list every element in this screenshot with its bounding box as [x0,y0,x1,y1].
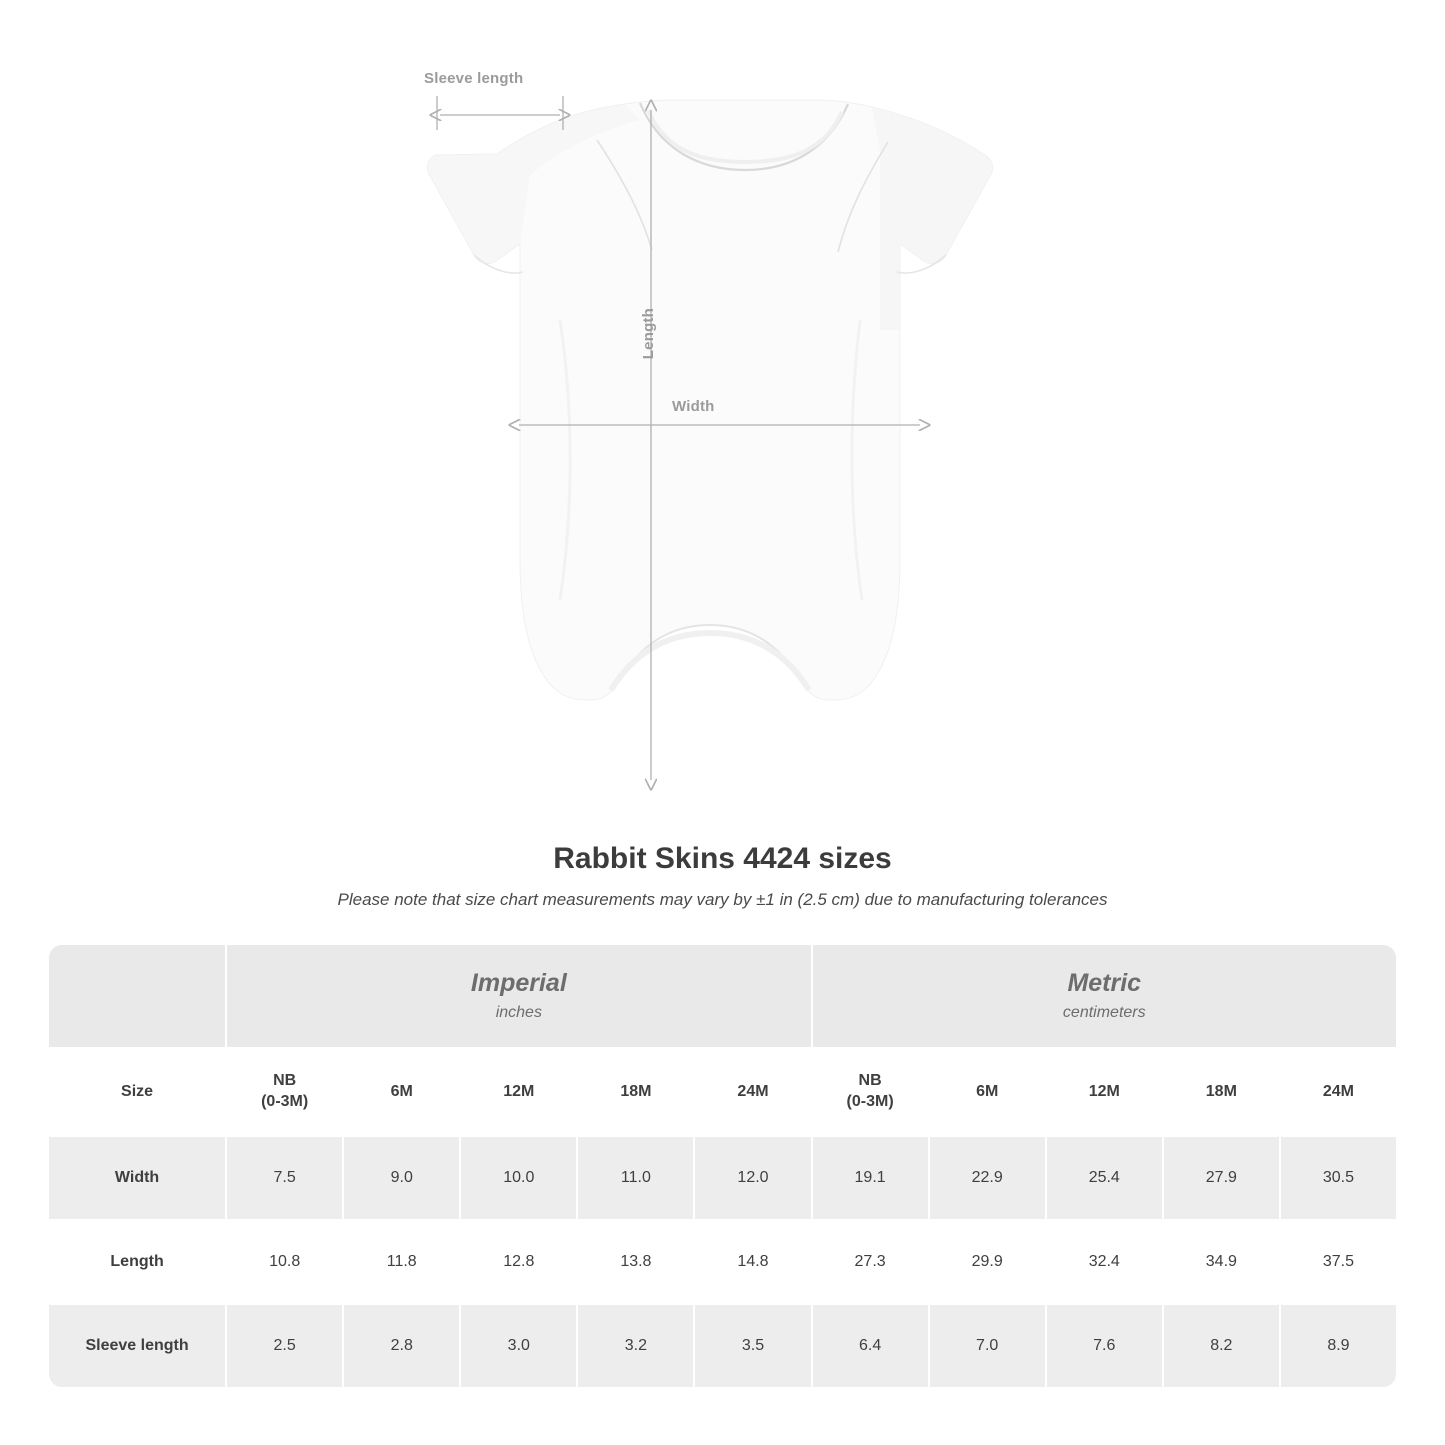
column-header-6m-metric: 6M [929,1048,1046,1136]
cell-sleeve-6m-cm: 7.0 [929,1304,1046,1388]
size-header-cell: Size [48,1048,226,1136]
cell-sleeve-12m-in: 3.0 [460,1304,577,1388]
column-header-nb-imperial [226,1048,343,1136]
cell-sleeve-6m-in: 2.8 [343,1304,460,1388]
column-header-12m-imperial: 12M [460,1048,577,1136]
cell-width-24m-in: 12.0 [694,1136,811,1220]
column-header-nb-metric [812,1048,929,1136]
table-row [48,1220,1397,1304]
cell-width-18m-cm: 27.9 [1163,1136,1280,1220]
table-row [48,1304,1397,1388]
sleeve-length-dimension [437,96,563,130]
sleeve-length-label: Sleeve length [424,70,524,87]
column-header-6m-imperial: 6M [343,1048,460,1136]
column-header-18m-metric: 18M [1163,1048,1280,1136]
tolerance-note: Please note that size chart measurements may vary by ±1 in (2.5 cm) due to manufacturing tolerances [337,890,1108,909]
cell-sleeve-nb-cm: 6.4 [812,1304,929,1388]
row-label-sleeve-length: Sleeve length [48,1304,226,1388]
cell-length-12m-in: 12.8 [460,1220,577,1304]
col-label-line2: (0-3M) [846,1093,894,1110]
cell-sleeve-12m-cm: 7.6 [1046,1304,1163,1388]
cell-sleeve-24m-cm: 8.9 [1280,1304,1397,1388]
cell-length-18m-in: 13.8 [577,1220,694,1304]
column-header-12m-metric: 12M [1046,1048,1163,1136]
cell-width-12m-cm: 25.4 [1046,1136,1163,1220]
cell-width-6m-cm: 22.9 [929,1136,1046,1220]
cell-length-12m-cm: 32.4 [1046,1220,1163,1304]
cell-length-6m-in: 11.8 [343,1220,460,1304]
cell-sleeve-24m-in: 3.5 [694,1304,811,1388]
column-header-row [48,1048,1397,1136]
cell-width-nb-cm: 19.1 [812,1136,929,1220]
cell-length-24m-in: 14.8 [694,1220,811,1304]
cell-length-6m-cm: 29.9 [929,1220,1046,1304]
column-header-18m-imperial: 18M [577,1048,694,1136]
cell-sleeve-nb-in: 2.5 [226,1304,343,1388]
col-label-line2: (0-3M) [261,1093,309,1110]
unit-header-row [48,944,1397,1048]
cell-width-12m-in: 10.0 [460,1136,577,1220]
col-label-line1: NB [273,1072,297,1090]
unit-metric-name: Metric [1067,969,1142,998]
cell-length-18m-cm: 34.9 [1163,1220,1280,1304]
page-title: Rabbit Skins 4424 sizes [553,842,892,875]
column-header-24m-imperial: 24M [694,1048,811,1136]
col-label-line1: NB [858,1072,882,1090]
cell-width-18m-in: 11.0 [577,1136,694,1220]
size-table [48,944,1397,1388]
cell-length-nb-in: 10.8 [226,1220,343,1304]
title-block [0,842,1445,910]
size-table-wrap [48,944,1397,1388]
width-label: Width [672,398,715,415]
cell-sleeve-18m-cm: 8.2 [1163,1304,1280,1388]
cell-width-6m-in: 9.0 [343,1136,460,1220]
cell-width-nb-in: 7.5 [226,1136,343,1220]
row-label-width: Width [48,1136,226,1220]
cell-width-24m-cm: 30.5 [1280,1136,1397,1220]
table-row [48,1136,1397,1220]
length-label: Length [640,308,657,360]
unit-imperial-sub: inches [495,1003,542,1021]
unit-imperial-cell [226,944,811,1048]
row-label-length: Length [48,1220,226,1304]
unit-metric-cell [812,944,1397,1048]
column-header-24m-metric: 24M [1280,1048,1397,1136]
unit-metric-sub: centimeters [1062,1003,1146,1021]
cell-sleeve-18m-in: 3.2 [577,1304,694,1388]
unit-corner-cell [48,944,226,1048]
cell-length-nb-cm: 27.3 [812,1220,929,1304]
unit-imperial-name: Imperial [470,969,567,998]
cell-length-24m-cm: 37.5 [1280,1220,1397,1304]
